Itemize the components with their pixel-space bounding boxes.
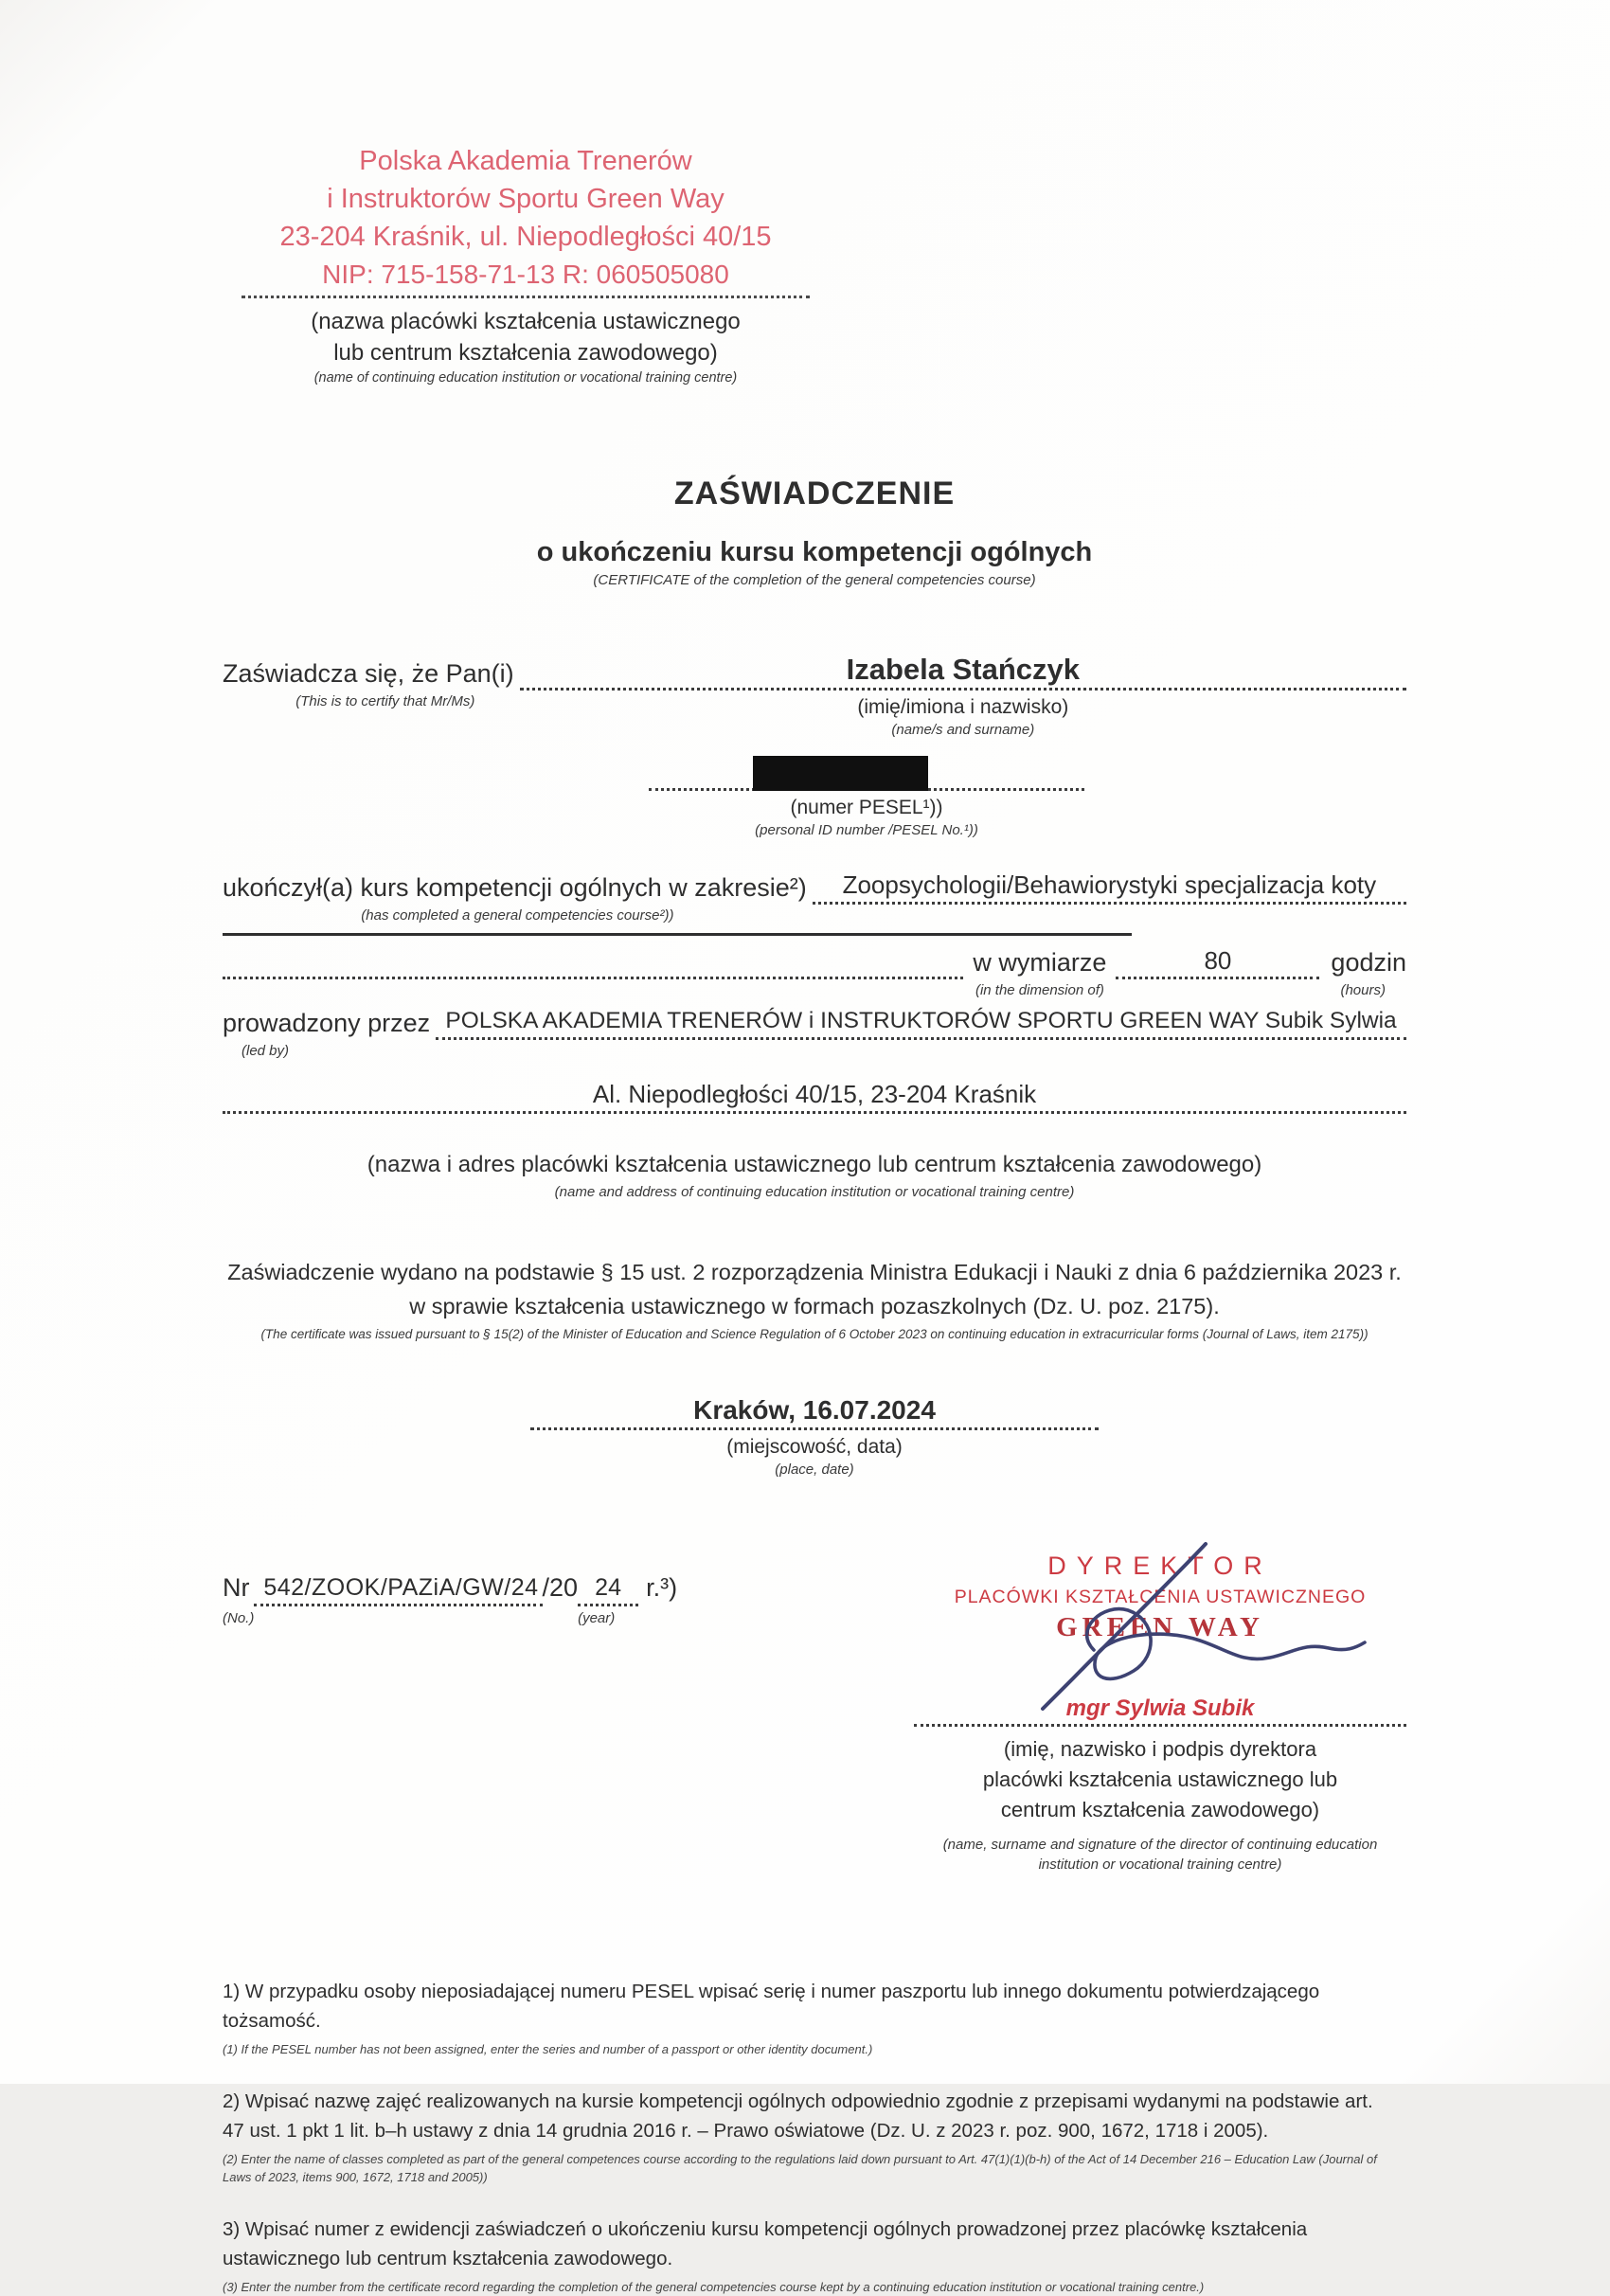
course-continuation-line bbox=[223, 933, 1132, 936]
number-label: Nr bbox=[223, 1573, 250, 1602]
hours-row bbox=[223, 938, 1406, 998]
hours-leader-line bbox=[223, 938, 963, 979]
certify-label: Zaświadcza się, że Pan(i) bbox=[223, 659, 514, 689]
holder-name-field bbox=[520, 649, 1406, 738]
director-caption-pl: (imię, nazwisko i podpis dyrektora placówki kształcenia ustawicznego lub centrum kształcenia zawodowego) bbox=[982, 1737, 1338, 1821]
address-value: Al. Niepodległości 40/15, 23-204 Kraśnik bbox=[592, 1080, 1037, 1108]
footnote-2-pl: 2) Wpisać nazwę zajęć realizowanych na kursie kompetencji ogólnych odpowiednio zgodnie z przepisami wydanymi na podstawie art. 47 ust. 1 pkt 1 lit. b–h ustawy z dnia 14 grudnia 2016 r. – Prawo oświatowe (Dz. U. z 2023 r. poz. 900, 1672, 1718 i 2005). bbox=[223, 2090, 1373, 2142]
number-and-signature-row bbox=[223, 1552, 1406, 1874]
legal-basis-en: (The certificate was issued pursuant to § 15(2) of the Minister of Education and Science Regulation of 6 October 2023 on continuing education in extracurricular forms (Journal of Laws, item 2175)) bbox=[260, 1327, 1368, 1341]
institution-name-line2: i Instruktorów Sportu Green Way bbox=[327, 184, 724, 214]
holder-name: Izabela Stańczyk bbox=[846, 653, 1081, 686]
place-date-caption-pl: (miejscowość, data) bbox=[726, 1436, 903, 1458]
course-label: ukończył(a) kurs kompetencji ogólnych w zakresie²) bbox=[223, 873, 807, 903]
director-signature-block bbox=[914, 1552, 1406, 1874]
number-value-field bbox=[254, 1569, 542, 1606]
course-name-value: Zoopsychologii/Behawiorystyki specjalizacja koty bbox=[842, 870, 1377, 899]
pesel-caption-en: (personal ID number /PESEL No.¹)) bbox=[755, 822, 978, 838]
footnote-1 bbox=[223, 1977, 1397, 2058]
dimension-label-en: (in the dimension of) bbox=[975, 982, 1104, 998]
address-field bbox=[223, 1072, 1406, 1114]
course-name-field bbox=[813, 863, 1406, 905]
holder-name-caption-pl: (imię/imiona i nazwisko) bbox=[857, 696, 1069, 718]
footnote-3 bbox=[223, 2215, 1397, 2296]
hours-field bbox=[1116, 938, 1319, 979]
pesel-field-line bbox=[649, 753, 1084, 791]
pesel-caption-pl: (numer PESEL¹)) bbox=[790, 797, 943, 818]
hours-label: godzin bbox=[1331, 948, 1406, 978]
legal-basis-line1: Zaświadczenie wydano na podstawie § 15 ust. 2 rozporządzenia Ministra Edukacji i Nauki z dnia 6 października 2023 r. bbox=[227, 1260, 1402, 1284]
year-value: 24 bbox=[595, 1574, 621, 1601]
institution-caption-en: (name of continuing education institution or vocational training centre) bbox=[313, 370, 738, 386]
director-signer-name: mgr Sylwia Subik bbox=[1065, 1695, 1255, 1721]
year-caption-en: (year) bbox=[578, 1610, 616, 1626]
led-by-field bbox=[436, 998, 1406, 1040]
pesel-redaction-box bbox=[753, 756, 928, 791]
course-label-block bbox=[223, 863, 813, 924]
certificate-title-block bbox=[223, 475, 1406, 588]
footnotes-block bbox=[223, 1977, 1406, 2296]
institution-nip-text: NIP: 715-158-71-13 R: 060505080 bbox=[322, 260, 729, 289]
hours-label-block bbox=[1319, 938, 1406, 998]
place-date-caption-en: (place, date) bbox=[775, 1462, 854, 1478]
footnote-2 bbox=[223, 2087, 1397, 2186]
course-label-en: (has completed a general competencies course²)) bbox=[361, 907, 674, 924]
certify-row bbox=[223, 649, 1406, 738]
address-caption-en: (name and address of continuing education institution or vocational training centre) bbox=[554, 1184, 1075, 1200]
year-value-field bbox=[578, 1569, 638, 1626]
address-row bbox=[223, 1072, 1406, 1114]
certificate-title: ZAŚWIADCZENIE bbox=[673, 475, 956, 511]
certify-label-block bbox=[223, 649, 520, 709]
footnote-1-en: (1) If the PESEL number has not been assigned, enter the series and number of a passport or other identity document.) bbox=[223, 2042, 873, 2056]
year-prefix: /20 bbox=[542, 1573, 579, 1602]
number-value: 542/ZOOK/PAZiA/GW/24 bbox=[263, 1574, 539, 1601]
certify-label-en: (This is to certify that Mr/Ms) bbox=[295, 693, 475, 709]
footnote-3-en: (3) Enter the number from the certificate record regarding the completion of the general competencies course kept by a continuing education institution or vocational training centre.) bbox=[223, 2280, 1205, 2294]
institution-caption-pl-2: lub centrum kształcenia zawodowego) bbox=[333, 340, 718, 366]
legal-basis-line2: w sprawie kształcenia ustawicznego w formach pozaszkolnych (Dz. U. poz. 2175). bbox=[409, 1294, 1220, 1318]
director-caption-en: (name, surname and signature of the director of continuing education institution or vocational training centre) bbox=[942, 1837, 1378, 1873]
course-row bbox=[223, 863, 1406, 924]
certificate-number-block bbox=[223, 1569, 677, 1626]
institution-nip-field-line bbox=[242, 256, 810, 298]
number-label-en: (No.) bbox=[223, 1610, 255, 1626]
led-by-label-block bbox=[223, 998, 436, 1059]
institution-address-line: 23-204 Kraśnik, ul. Niepodległości 40/15 bbox=[279, 222, 772, 252]
place-date-value: Kraków, 16.07.2024 bbox=[693, 1395, 936, 1425]
director-signature-field bbox=[914, 1693, 1406, 1727]
dimension-label-block bbox=[963, 938, 1116, 998]
institution-caption-pl-1: (nazwa placówki kształcenia ustawicznego bbox=[311, 309, 741, 334]
institution-name-line1: Polska Akademia Trenerów bbox=[359, 146, 692, 176]
director-stamp-brand: GREEN WAY bbox=[1056, 1612, 1264, 1642]
holder-name-caption-en: (name/s and surname) bbox=[891, 722, 1035, 738]
led-by-row bbox=[223, 998, 1406, 1059]
hours-value: 80 bbox=[1204, 946, 1232, 975]
footnote-2-en: (2) Enter the name of classes completed as part of the general competences course according to the regulations laid down pursuant to Art. 47(1)(1)(b-h) of the Act of 14 December 216 – Education Law (Journal of Laws of 2023, items 900, 1672, 1718 and 2005)) bbox=[223, 2152, 1377, 2184]
number-suffix: r.³) bbox=[646, 1573, 678, 1602]
institution-stamp-block bbox=[242, 142, 810, 386]
pesel-field-block bbox=[649, 753, 1084, 838]
footnote-3-pl: 3) Wpisać numer z ewidencji zaświadczeń o ukończeniu kursu kompetencji ogólnych prowadzonej przez placówkę kształcenia ustawicznego lub centrum kształcenia zawodowego. bbox=[223, 2218, 1308, 2269]
year-prefix-block bbox=[543, 1569, 579, 1606]
certificate-subtitle: o ukończeniu kursu kompetencji ogólnych bbox=[536, 537, 1093, 567]
director-stamp-subtitle: PLACÓWKI KSZTAŁCENIA USTAWICZNEGO bbox=[954, 1587, 1367, 1607]
certificate-subtitle-en: (CERTIFICATE of the completion of the general competencies course) bbox=[593, 572, 1036, 588]
address-caption-pl: (nazwa i adres placówki kształcenia ustawicznego lub centrum kształcenia zawodowego) bbox=[367, 1152, 1262, 1177]
number-label-block bbox=[223, 1569, 254, 1626]
led-by-value: POLSKA AKADEMIA TRENERÓW i INSTRUKTORÓW SPORTU GREEN WAY Subik Sylwia bbox=[445, 1008, 1397, 1033]
hours-label-en: (hours) bbox=[1340, 982, 1386, 998]
legal-basis-block bbox=[223, 1255, 1406, 1341]
director-stamp-title: DYREKTOR bbox=[1047, 1552, 1273, 1580]
place-date-field bbox=[530, 1390, 1099, 1430]
led-by-label: prowadzony przez bbox=[223, 1009, 431, 1038]
footnote-1-pl: 1) W przypadku osoby nieposiadającej numeru PESEL wpisać serię i numer paszportu lub innego dokumentu potwierdzającego tożsamość. bbox=[223, 1981, 1320, 2032]
place-date-block bbox=[530, 1390, 1099, 1478]
number-suffix-block bbox=[638, 1569, 677, 1606]
led-by-label-en: (led by) bbox=[242, 1043, 290, 1059]
dimension-label: w wymiarze bbox=[973, 948, 1107, 978]
